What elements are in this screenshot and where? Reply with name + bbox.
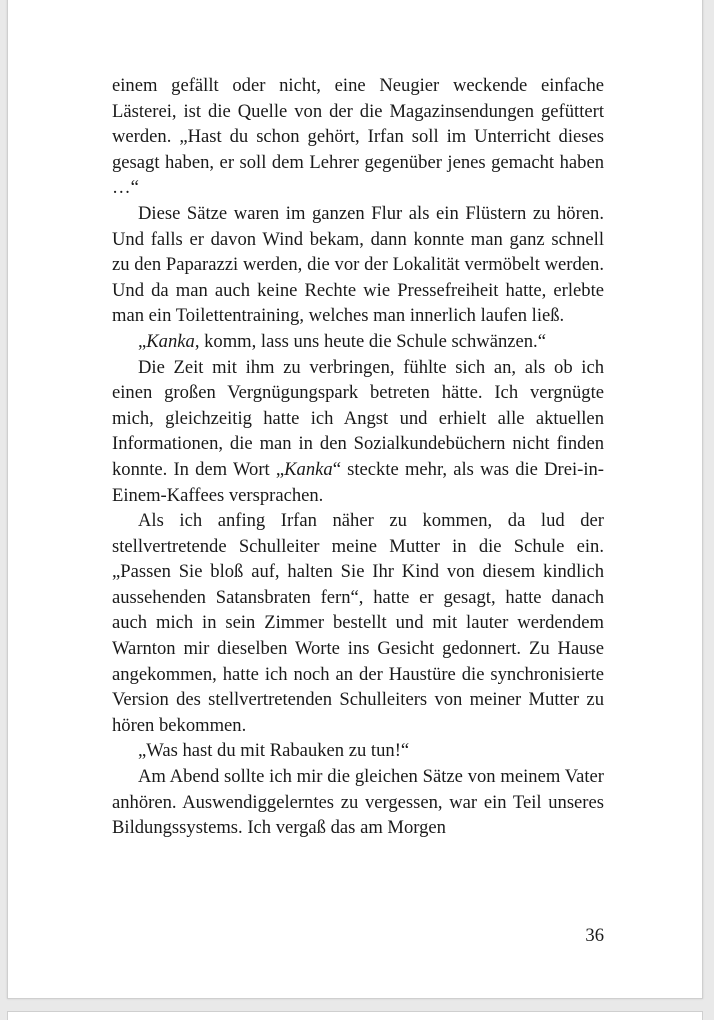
paragraph-6	[112, 738, 604, 764]
paragraph-3-italic-kanka: Kanka	[146, 330, 195, 352]
paragraph-2	[112, 201, 604, 329]
paragraph-2-text: Diese Sätze waren im ganzen Flur als ein Flüstern zu hören. Und falls er davon Wind bekam, dann konnte man ganz schnell zu den Paparazzi werden, die vor der Lokalität vermöbelt werden. Und da man auch keine Rechte wie Pressefreiheit hatte, erlebte man ein Toilettentraining, welches man innerlich laufen ließ.	[112, 202, 604, 327]
paragraph-1	[112, 73, 604, 201]
paragraph-3	[112, 329, 604, 355]
paragraph-5	[112, 508, 604, 738]
paragraph-4	[112, 355, 604, 509]
paragraph-5-text: Als ich anfing Irfan näher zu kommen, da lud der stellvertretende Schulleiter meine Mutter in die Schule ein. „Passen Sie bloß auf, halten Sie Ihr Kind von diesem kindlich aussehenden Satansbraten fern“, hatte er gesagt, hatte danach auch mich in sein Zimmer bestellt und mit lauter werdendem Warnton mir dieselben Worte ins Gesicht gedonnert. Zu Hause angekommen, hatte ich noch an der Haustüre die synchronisierte Version des stellvertretenden Schulleiters von meiner Mutter zu hören bekommen.	[112, 510, 604, 736]
paragraph-7-text: Am Abend sollte ich mir die gleichen Sätze von meinem Vater anhören. Auswendiggelerntes zu vergessen, war ein Teil unseres Bildungssystems. Ich vergaß das am Morgen	[112, 766, 604, 839]
page-text-body	[112, 73, 604, 841]
paragraph-4-italic-kanka: Kanka	[284, 458, 333, 480]
paragraph-6-text: „Was hast du mit Rabauken zu tun!“	[138, 740, 410, 762]
paragraph-4-text-a: Die Zeit mit ihm zu verbringen, fühlte sich an, als ob ich einen großen Vergnügungspark betreten hätte. Ich vergnügte mich, gleichzeitig hatte ich Angst und erhielt alle aktuellen Informationen, die man in den Sozialkundebüchern nicht finden konnte. In dem Wort „	[112, 356, 604, 480]
paragraph-3-text-b: , komm, lass uns heute die Schule schwänzen.“	[194, 330, 546, 352]
document-page	[7, 0, 703, 999]
paragraph-3-text-a: „	[138, 330, 147, 352]
paragraph-4-text-b: “ steckte mehr, als was die Drei-in-Einem-Kaffees versprachen.	[112, 458, 605, 506]
page-number: 36	[585, 925, 604, 946]
paragraph-7	[112, 764, 604, 841]
next-page-edge	[7, 1011, 703, 1020]
paragraph-1-text: einem gefällt oder nicht, eine Neugier weckende einfache Lästerei, ist die Quelle von der die Magazinsendungen gefüttert werden. „Hast du schon gehört, Irfan soll im Unterricht dieses gesagt haben, er soll dem Lehrer gegenüber jenes gemacht haben …“	[112, 75, 604, 199]
